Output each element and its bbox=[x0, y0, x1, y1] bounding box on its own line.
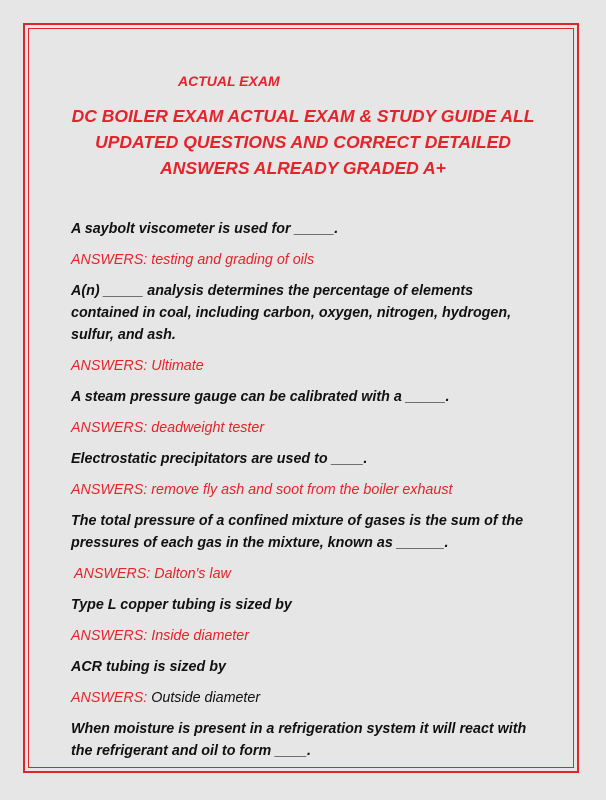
answer-prefix: ANSWERS: bbox=[74, 566, 151, 582]
answer-text: remove fly ash and soot from the boiler exhaust bbox=[151, 482, 453, 498]
answer-1 bbox=[71, 249, 541, 271]
answer-prefix: ANSWERS: bbox=[71, 420, 148, 436]
answer-7 bbox=[71, 687, 541, 709]
answer-text: deadweight tester bbox=[151, 420, 265, 436]
document-title: DC BOILER EXAM ACTUAL EXAM & STUDY GUIDE ALL UPDATED QUESTIONS AND CORRECT DETAILED ANSWERS ALREADY GRADED A+ bbox=[71, 106, 535, 178]
question-4: Electrostatic precipitators are used to ____. bbox=[71, 451, 368, 467]
answer-text: Outside diameter bbox=[151, 690, 261, 706]
question-2: A(n) _____ analysis determines the percentage of elements contained in coal, including carbon, oxygen, nitrogen, hydrogen, sulfur, and ash. bbox=[71, 283, 512, 343]
answer-text: Inside diameter bbox=[151, 628, 249, 644]
question-8: When moisture is present in a refrigeration system it will react with the refrigerant and oil to form ____. bbox=[71, 721, 527, 759]
answer-text: testing and grading of oils bbox=[151, 252, 315, 268]
answer-2 bbox=[71, 355, 541, 377]
answer-prefix: ANSWERS: bbox=[71, 482, 148, 498]
question-6: Type L copper tubing is sized by bbox=[71, 597, 292, 613]
question-7: ACR tubing is sized by bbox=[71, 659, 226, 675]
answer-3 bbox=[71, 417, 541, 439]
answer-prefix: ANSWERS: bbox=[71, 690, 148, 706]
answer-prefix: ANSWERS: bbox=[71, 628, 148, 644]
answer-4 bbox=[71, 479, 541, 501]
answer-prefix: ANSWERS: bbox=[71, 252, 148, 268]
header-label: ACTUAL EXAM bbox=[178, 73, 280, 89]
answer-prefix: ANSWERS: bbox=[71, 358, 148, 374]
answer-6 bbox=[71, 625, 541, 647]
question-1: A saybolt viscometer is used for _____. bbox=[71, 221, 339, 237]
answer-5 bbox=[71, 563, 541, 585]
question-5: The total pressure of a confined mixture of gases is the sum of the pressures of each gas in the mixture, known as ______. bbox=[71, 513, 524, 551]
answer-text: Ultimate bbox=[151, 358, 204, 374]
answer-text: Dalton's law bbox=[154, 566, 231, 582]
qa-list bbox=[71, 218, 541, 771]
question-3: A steam pressure gauge can be calibrated with a _____. bbox=[71, 389, 450, 405]
